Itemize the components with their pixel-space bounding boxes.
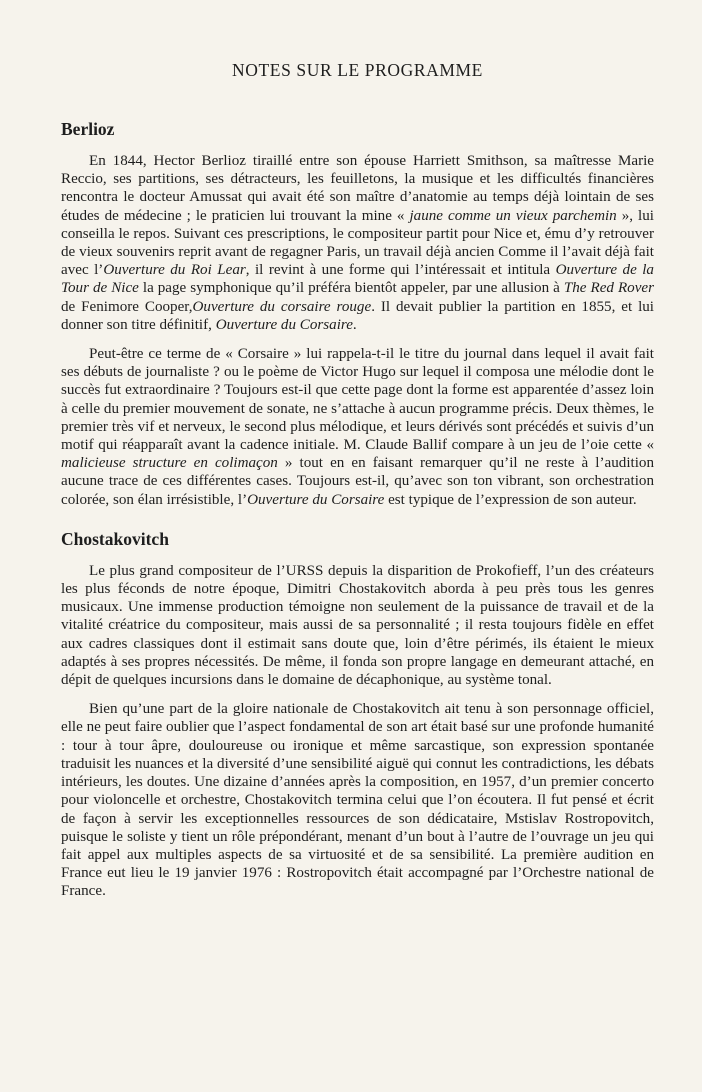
text-run: est typique de l’expression de son auteur. xyxy=(384,491,637,508)
text-run: de Fenimore Cooper, xyxy=(61,298,193,315)
italic-title: Ouverture du Roi Lear xyxy=(103,262,246,279)
text-run: . Il devait publier la partition en 1855, et lui donner son titre définitif, xyxy=(61,298,654,333)
text-run: Peut-être ce terme de « Corsaire » lui rappela-t-il le titre du journal dans lequel il avait fait ses débuts de journaliste ? ou le poème de Victor Hugo sur lequel il composa une mélodie dont le succès fut extraordinaire ? Toujours est-il que cette page dont la forme est apparentée d’assez loin à celle du premier mouvement de sonate, ne s’attache à aucun programme précis. Deux thèmes, le premier très vif et nerveux, le second plus mélodique, et leurs dérivés sont précédés et suivis d’un motif qui réapparaît avant la cadence initiale. M. Claude Ballif compare à un jeu de l’oie cette « xyxy=(61,346,654,454)
text-run: , il revint à une forme qui l’intéressait et intitula xyxy=(245,262,556,279)
italic-title: jaune comme un vieux parchemin xyxy=(409,207,617,224)
text-run: la page symphonique qu’il préféra bientôt appeler, par une allusion à xyxy=(138,280,564,297)
italic-title: Ouverture du Corsaire xyxy=(247,491,385,508)
text-run: Le plus grand compositeur de l’URSS depuis la disparition de Prokofieff, l’un des créateurs les plus féconds de notre époque, Dimitri Chostakovitch aborda à peu près tous les genres musicaux. Une immense production témoigne non seulement de la puissance de travail et de la vitalité créatrice du compositeur, mais aussi de sa personnalité ; il resta toujours fidèle en effet aux cadres classiques dont il estimait sans doute que, loin d’être périmés, ils étaient le mieux adaptés à ses propres nécessités. De même, il fonda son propre langage en demeurant attaché, en dépit de quelques incursions dans le domaine de décaphonique, au système tonal. xyxy=(61,562,654,689)
italic-title: Ouverture du corsaire rouge xyxy=(192,298,372,315)
text-run: Bien qu’une part de la gloire nationale de Chostakovitch ait tenu à son personnage officiel, elle ne peut faire oublier que l’aspect fondamental de son art était basé sur une profonde humanité : tour à tour âpre, douloureuse ou ironique et même sarcastique, son expression spontanée traduisit les nuances et la diversité d’une sensibilité aiguë qui connut les contradictions, les débats intérieurs, les doutes. Une dizaine d’années après la composition, en 1957, d’un premier concerto pour violoncelle et orchestre, Chostakovitch termina celui que l’on écoutera. Il fut pensé et écrit de façon à servir les exceptionnelles ressources de son dédicataire, Mstislav Rostropovitch, puisque le soliste y tient un rôle prépondérant, menant d’un bout à l’autre de l’ouvrage un jeu qui fait appel aux multiples aspects de sa virtuosité et de sa sensibilité. La première audition en France eut lieu le 19 janvier 1976 : Rostropovitch était accompagné par l’Orchestre national de France. xyxy=(61,701,654,900)
paragraph xyxy=(61,152,654,334)
text-run: . xyxy=(352,316,357,333)
text-run: » tout en en faisant remarquer qu’il ne reste à l’audition aucune trace de ces différentes cases. Toujours est-il, qu’avec son ton vibrant, son orchestration colorée, son élan irrésistible, l’ xyxy=(61,455,654,508)
italic-title: Ouverture du Corsaire xyxy=(215,316,353,333)
text-run: », lui conseilla le repos. Suivant ces prescriptions, le compositeur partit pour Nice et, ému d’y retrouver de vieux souvenirs reprit avant de regagner Paris, un travail déjà ancien Comme il l’avait déjà fait avec l’ xyxy=(61,207,654,279)
text-run: En 1844, Hector Berlioz tiraillé entre son épouse Harriett Smithson, sa maîtresse Marie Reccio, ses partitions, ses détracteurs, les feuilletons, la musique et les difficultés financières rencontra le docteur Amussat qui avait été son maître d’anatomie au temps déjà lointain de ses études de médecine ; le praticien lui trouvant la mine « xyxy=(61,153,654,224)
italic-title: Ouverture de la Tour de Nice xyxy=(61,262,654,297)
paragraph xyxy=(61,700,654,900)
italic-title: malicieuse structure en colimaçon xyxy=(61,455,278,472)
section-heading: Berlioz xyxy=(61,119,115,139)
section-heading: Chostakovitch xyxy=(61,528,169,549)
section-chostakovitch xyxy=(61,529,654,901)
italic-title: The Red Rover xyxy=(563,280,654,297)
section-berlioz xyxy=(61,119,654,509)
paragraph xyxy=(61,562,654,689)
page-title: NOTES SUR LE PROGRAMME xyxy=(232,60,483,80)
paragraph xyxy=(61,345,654,509)
